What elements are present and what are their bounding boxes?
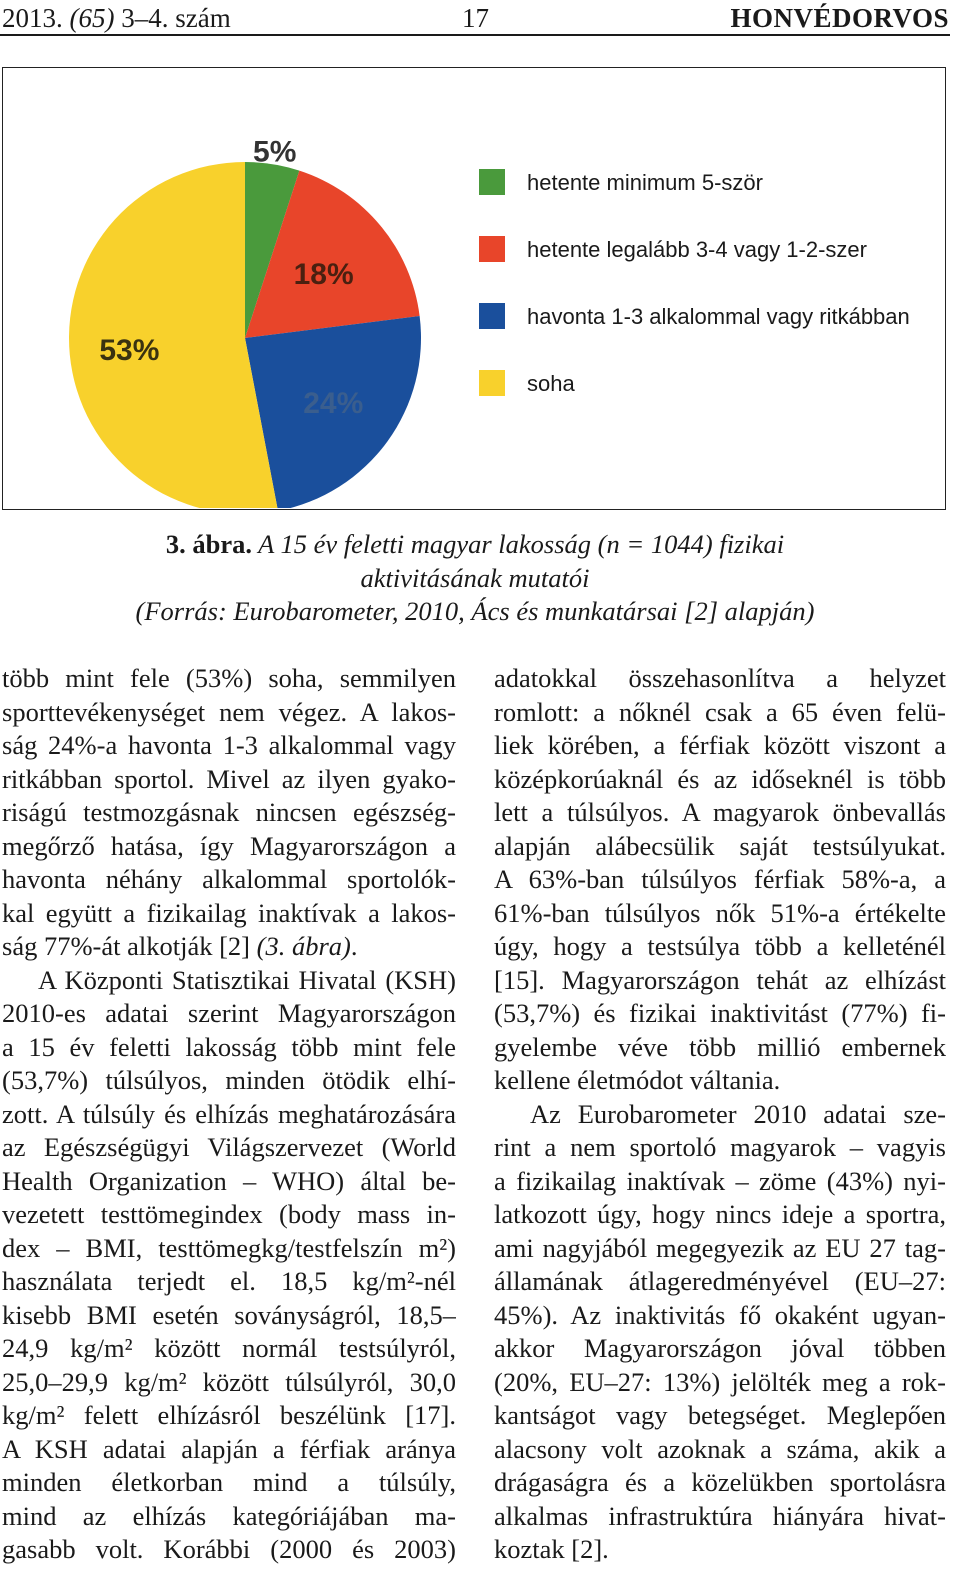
text-line: A Központi Statisztikai Hivatal (KSH)	[38, 964, 456, 995]
text-line: vezetett testtömegindex (body mass in-	[2, 1199, 456, 1229]
text-line: ság 24%-a havonta 1-3 alkalommal vagy	[2, 730, 456, 760]
text-line: koztak [2].	[494, 1534, 609, 1564]
figure-caption	[0, 528, 950, 629]
text-line: liek körében, a férfiak között viszont a	[494, 730, 946, 760]
pie-data-label: 53%	[99, 333, 160, 367]
header-rule	[0, 34, 950, 36]
text-line: Health Organization – WHO) által be-	[2, 1165, 456, 1196]
text-line: (20%, EU–27: 13%) jelölték meg a rok-	[494, 1366, 946, 1397]
text-line: dex – BMI, testtömegkg/testfelszín m²)	[2, 1232, 456, 1263]
issue-info: 2013. (65) 3–4. szám	[2, 3, 231, 33]
text-line: drágaságra és a közelükben sportolásra	[494, 1467, 946, 1497]
text-line: sporttevékenységet nem végez. A lakos-	[2, 696, 456, 727]
text-line: gyelembe véve több millió embernek	[494, 1031, 946, 1062]
page-header	[0, 0, 960, 38]
text-line: kal együtt a fizikailag inaktívak a lakos-	[2, 897, 456, 928]
text-line: alkalmas infrastruktúra hiányára hivat-	[494, 1500, 946, 1531]
legend-label: hetente minimum 5-ször	[527, 170, 763, 195]
text-line: 25,0–29,9 kg/m² között túlsúlyról, 30,0	[2, 1366, 456, 1397]
text-line: megőrző hatása, így Magyarországon a	[2, 830, 456, 861]
caption-label: 3. ábra.	[165, 529, 252, 559]
text-line: kg/m² felett elhízásról beszélünk [17].	[2, 1400, 456, 1430]
text-line: több mint fele (53%) soha, semmilyen	[2, 663, 456, 693]
text-line: 61%-ban túlsúlyos nők 51%-a értékelte	[494, 897, 946, 928]
journal-name: HONVÉDORVOS	[730, 3, 949, 33]
right-column	[494, 662, 946, 1567]
text-line: alapján alábecsülik saját testsúlyukat.	[494, 830, 946, 861]
text-segment: ság 77%-át alkotják [2]	[2, 931, 257, 961]
text-line: Az Eurobarometer 2010 adatai sze-	[530, 1098, 946, 1129]
text-line: minden életkorban mind a túlsúly,	[2, 1467, 456, 1497]
legend-swatch-green	[479, 169, 505, 195]
text-line: 2010-es adatai szerint Magyarországon	[2, 998, 456, 1028]
text-line: államának átlageredményével (EU–27:	[494, 1266, 946, 1296]
text-line: adatokkal összehasonlítva a helyzet	[494, 663, 946, 693]
text-line: az Egészségügyi Világszervezet (World	[2, 1132, 456, 1162]
text-line: ritkábban sportol. Mivel az ilyen gyako-	[2, 763, 456, 794]
text-line: (53,7%) túlsúlyos, minden ötödik elhí-	[2, 1065, 456, 1095]
pie-data-label: 5%	[253, 135, 297, 169]
text-line: kisebb BMI esetén soványságról, 18,5–	[2, 1299, 456, 1330]
text-line: alacsony volt azoknak a száma, akik a	[494, 1433, 946, 1464]
text-line: (53,7%) és fizikai inaktivitást (77%) fi-	[494, 998, 946, 1028]
text-line: A 63%-ban túlsúlyos férfiak 58%-a, a	[494, 864, 946, 894]
caption-line-2: aktivitásának mutatói	[360, 562, 590, 593]
text-line: riságú testmozgásnak nincsen egészség-	[2, 797, 456, 827]
legend-label: hetente legalább 3-4 vagy 1-2-szer	[527, 237, 867, 262]
figure-3	[2, 67, 946, 510]
text-line: zott. A túlsúly és elhízás meghatározására	[2, 1098, 456, 1129]
pie-chart	[3, 68, 463, 508]
caption-line-1: A 15 év feletti magyar lakosság (n = 1044) fizikai	[252, 529, 785, 559]
text-line: latkozott úgy, hogy nincs ideje a sportra,	[494, 1199, 946, 1229]
legend-label: soha	[527, 371, 575, 396]
text-line: kantságot vagy betegséget. Meglepően	[494, 1400, 946, 1430]
text-line: középkorúaknál és az időseknél is több	[494, 763, 946, 794]
page-number: 17	[462, 3, 489, 33]
text-line: havonta néhány alkalommal sportolók-	[2, 864, 456, 894]
text-segment: .	[350, 931, 358, 961]
text-line: ami nagyjából megegyezik az EU 27 tag-	[494, 1232, 946, 1263]
legend-swatch-yellow	[479, 370, 505, 396]
text-line: úgy, hogy a testsúlya több a kelleténél	[494, 931, 946, 961]
caption-line-3: (Forrás: Eurobarometer, 2010, Ács és munkatársai [2] alapján)	[135, 596, 815, 626]
text-line: A KSH adatai alapján a férfiak aránya	[2, 1433, 456, 1464]
pie-data-label: 18%	[293, 257, 354, 291]
text-line: használata terjedt el. 18,5 kg/m²-nél	[2, 1266, 456, 1296]
legend-swatch-red	[479, 236, 505, 262]
text-line: [15]. Magyarországon tehát az elhízást	[494, 964, 946, 995]
figure-reference: (3. ábra)	[256, 931, 351, 961]
text-line: a fizikailag inaktívak – zöme (43%) nyi-	[494, 1165, 946, 1196]
text-line: mind az elhízás kategóriájában ma-	[2, 1500, 456, 1531]
text-line: rint a nem sportoló magyarok – vagyis	[494, 1132, 946, 1162]
pie-data-label: 24%	[303, 387, 364, 421]
text-line	[2, 930, 456, 964]
left-column	[2, 662, 456, 1567]
text-line: lett a túlsúlyos. A magyarok önbevallás	[494, 797, 946, 827]
legend-label: havonta 1-3 alkalommal vagy ritkábban	[527, 304, 910, 329]
text-line: akkor Magyarországon jóval többen	[494, 1333, 946, 1363]
text-line: a 15 év feletti lakosság több mint fele	[2, 1031, 456, 1062]
legend-swatch-blue	[479, 303, 505, 329]
text-line: kellene életmódot váltania.	[494, 1065, 781, 1095]
text-line: 45%). Az inaktivitás fő okaként ugyan-	[494, 1299, 946, 1330]
text-line: gasabb volt. Korábbi (2000 és 2003)	[2, 1534, 456, 1564]
text-line: 24,9 kg/m² között normál testsúlyról,	[2, 1333, 456, 1363]
text-line: romlott: a nőknél csak a 65 éven felü-	[494, 696, 946, 727]
